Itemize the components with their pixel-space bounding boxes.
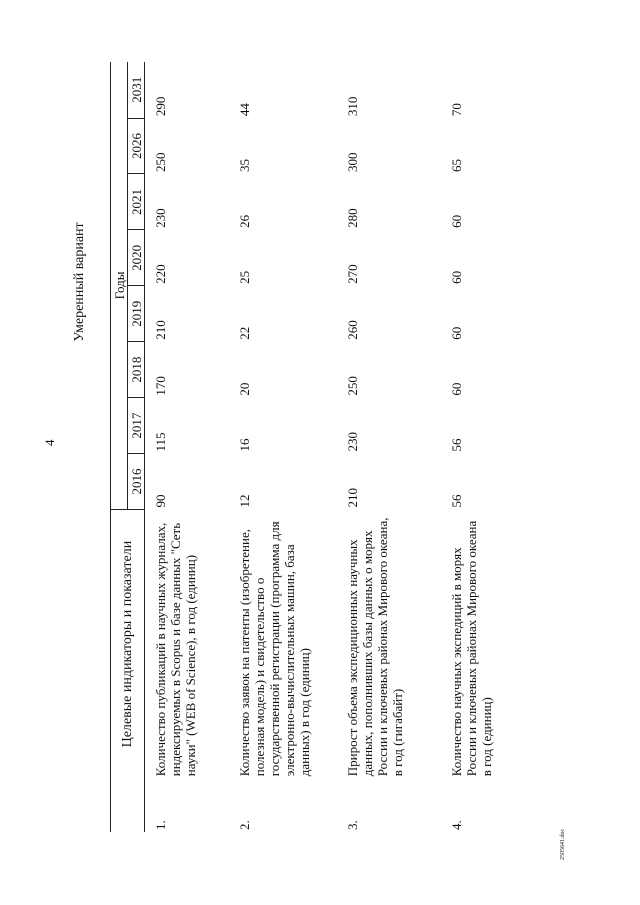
table-row [337,62,441,832]
row-index: 2. [237,820,252,830]
row-value: 280 [345,208,360,228]
header-year: 2031 [128,62,145,118]
row-value: 210 [345,487,360,508]
header-year: 2018 [128,342,145,398]
row-value: 16 [237,438,252,452]
row-value: 220 [153,264,168,284]
row-index: 4. [449,820,464,830]
header-year: 2021 [128,174,145,230]
row-value: 22 [237,326,252,340]
row-value: 20 [237,382,252,396]
footer-doc-code: 2505641.doc [560,828,566,860]
header-year: 2019 [128,286,145,342]
row-indicator-name: Количество заявок на патенты (изобретение, полезная модель) и свидетельство о государственной регистрации (программа для электронно-вычислительных машин, база данных) в год (единиц) [237,521,312,777]
row-value: 26 [237,214,252,228]
row-value: 310 [345,96,360,117]
row-value: 44 [237,103,252,117]
row-value: 250 [345,376,360,396]
table-row [441,62,539,832]
variant-title: Умеренный вариант [72,222,87,342]
header-row-top [111,62,128,832]
row-value: 56 [449,494,464,508]
header-year: 2020 [128,230,145,286]
row-index: 3. [345,820,360,830]
row-indicator-name: Количество публикаций в научных журналах, индексируемых в Scopus и базе данных "Сеть науки" (WEB of Science), в год (единиц) [153,522,198,777]
row-value: 300 [345,152,360,172]
page-number: 4 [42,439,57,446]
row-value: 115 [153,432,168,452]
table-row [145,62,230,832]
row-value: 210 [153,320,168,340]
header-years: Годы [111,62,128,509]
rotated-page-content [70,62,600,832]
row-value: 170 [153,376,168,396]
row-value: 230 [153,208,168,228]
row-index: 1. [153,820,168,830]
header-indicators: Целевые индикаторы и показатели [111,509,145,778]
row-value: 270 [345,264,360,284]
header-year: 2026 [128,118,145,174]
row-indicator-name: Прирост объема экспедиционных научных данных, пополнивших базы данных о морях России и ключевых районах Мирового океана, в год (гигабайт) [345,517,405,777]
row-value: 25 [237,270,252,284]
row-value: 250 [153,152,168,172]
row-value: 60 [449,270,464,284]
row-value: 56 [449,438,464,452]
row-value: 90 [153,494,168,508]
row-value: 60 [449,382,464,396]
table-row [229,62,337,832]
indicators-table [110,62,539,832]
row-value: 260 [345,320,360,340]
row-value: 60 [449,214,464,228]
header-year: 2016 [128,454,145,510]
row-value: 65 [449,159,464,172]
row-value: 12 [237,494,252,508]
row-value: 60 [449,326,464,340]
row-value: 35 [237,159,252,172]
row-value: 70 [449,103,464,117]
row-value: 290 [153,96,168,117]
header-index-cell [111,778,145,832]
row-indicator-name: Количество научных экспедиций в морях России и ключевых районах Мирового океана в год (единиц) [449,520,494,777]
row-value: 230 [345,432,360,452]
header-year: 2017 [128,398,145,454]
